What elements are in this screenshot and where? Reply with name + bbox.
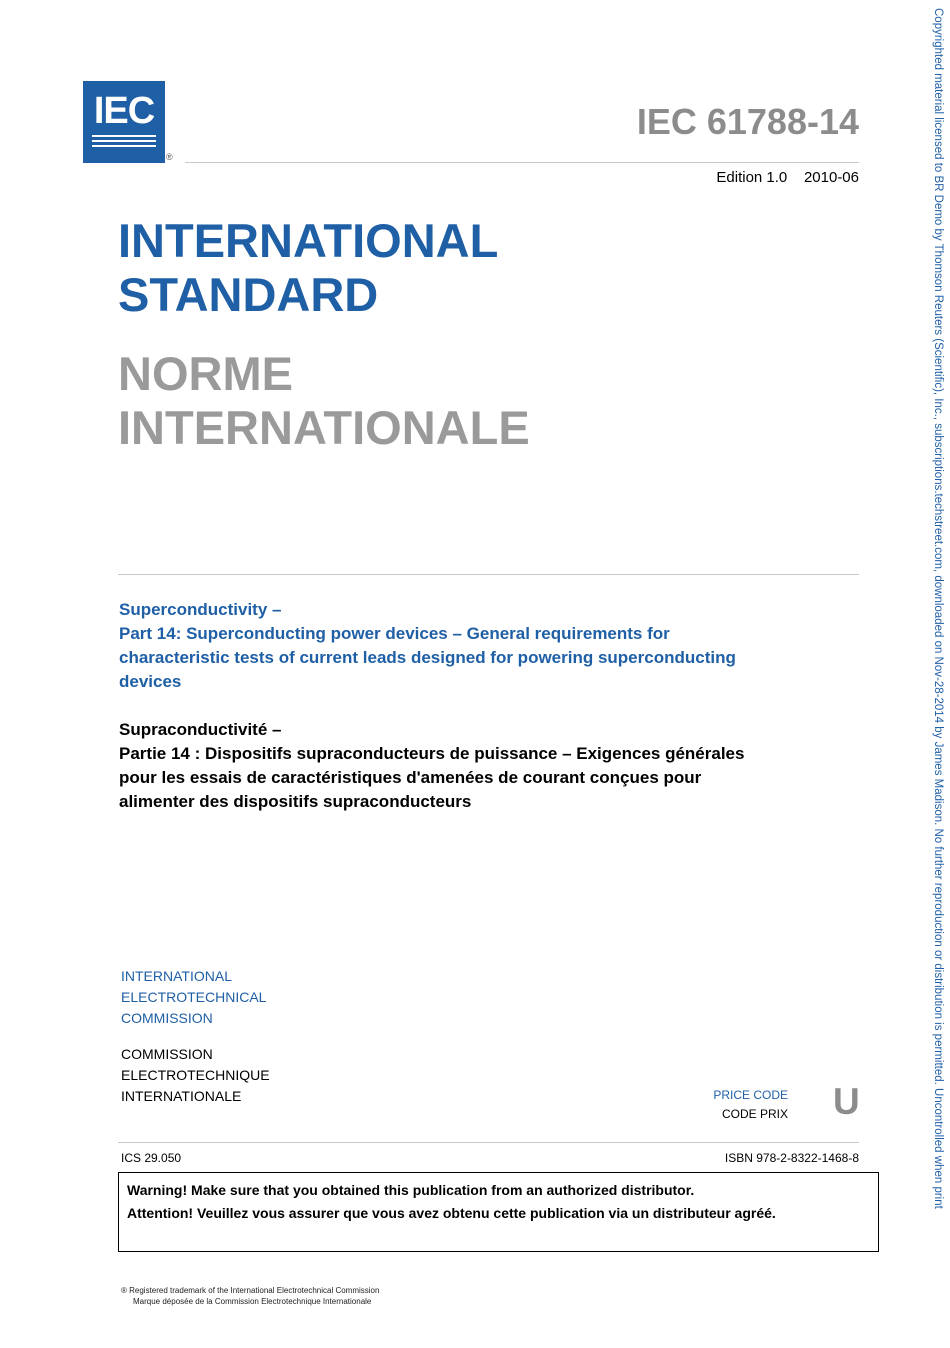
footer-divider [118,1142,859,1143]
title-fr-line: INTERNATIONALE [118,401,530,454]
header-divider [185,162,859,163]
subject-en-line: Superconductivity – [119,600,282,619]
license-watermark-notice: Copyrighted material licensed to BR Demo by Thomson Reuters (Scientific), Inc., subscriptions.techstreet.com, downloaded on Nov-28-2014 by James Madison. No further reproduction or distribution is permitted. Uncontrolled when print [932,8,944,1209]
trademark-footnote-french: Marque déposée de la Commission Electrotechnique Internationale [133,1297,372,1306]
title-en-line: INTERNATIONAL [118,214,499,267]
title-en-line: STANDARD [118,268,379,321]
section-divider [118,574,859,575]
org-fr-line: COMMISSION [121,1046,213,1062]
org-en-line: COMMISSION [121,1010,213,1026]
logo-stripes [92,135,156,150]
code-prix-label: CODE PRIX [721,1107,788,1121]
price-code-letter: U [833,1081,860,1122]
logo-text: IEC [93,90,155,132]
trademark-footnote-english: ® Registered trademark of the International Electrotechnical Commission [121,1286,380,1295]
org-fr-line: INTERNATIONALE [121,1088,242,1104]
subject-en-line: characteristic tests of current leads designed for powering superconducting [119,648,736,667]
subject-en-line: Part 14: Superconducting power devices – General requirements for [119,624,670,643]
warning-english: Warning! Make sure that you obtained this publication from an authorized distributor. [127,1182,695,1198]
ics-code: ICS 29.050 [121,1151,182,1165]
isbn-number: ISBN 978-2-8322-1468-8 [724,1151,859,1165]
organization-french [121,1044,270,1107]
price-code-label: PRICE CODE [713,1088,788,1102]
subject-en-line: devices [119,672,182,691]
subject-french [119,718,859,814]
document-number: IEC 61788-14 [636,101,859,142]
title-english [118,214,498,322]
org-fr-line: ELECTROTECHNIQUE [121,1067,270,1083]
subject-fr-line: Partie 14 : Dispositifs supraconducteurs de puissance – Exigences générales [119,744,745,763]
title-french [118,347,530,455]
subject-fr-line: pour les essais de caractéristiques d'amenées de courant conçues pour [119,768,702,787]
org-en-line: ELECTROTECHNICAL [121,989,267,1005]
registered-trademark-mark: ® [166,152,173,162]
subject-fr-line: alimenter des dispositifs supraconducteurs [119,792,472,811]
subject-fr-line: Supraconductivité – [119,720,282,739]
iec-logo [83,81,165,163]
warning-french: Attention! Veuillez vous assurer que vous avez obtenu cette publication via un distributeur agréé. [127,1205,776,1221]
title-fr-line: NORME [118,347,293,400]
org-en-line: INTERNATIONAL [121,968,232,984]
subject-english [119,598,859,694]
edition-date: Edition 1.0 2010-06 [716,169,859,186]
organization-english [121,966,266,1029]
